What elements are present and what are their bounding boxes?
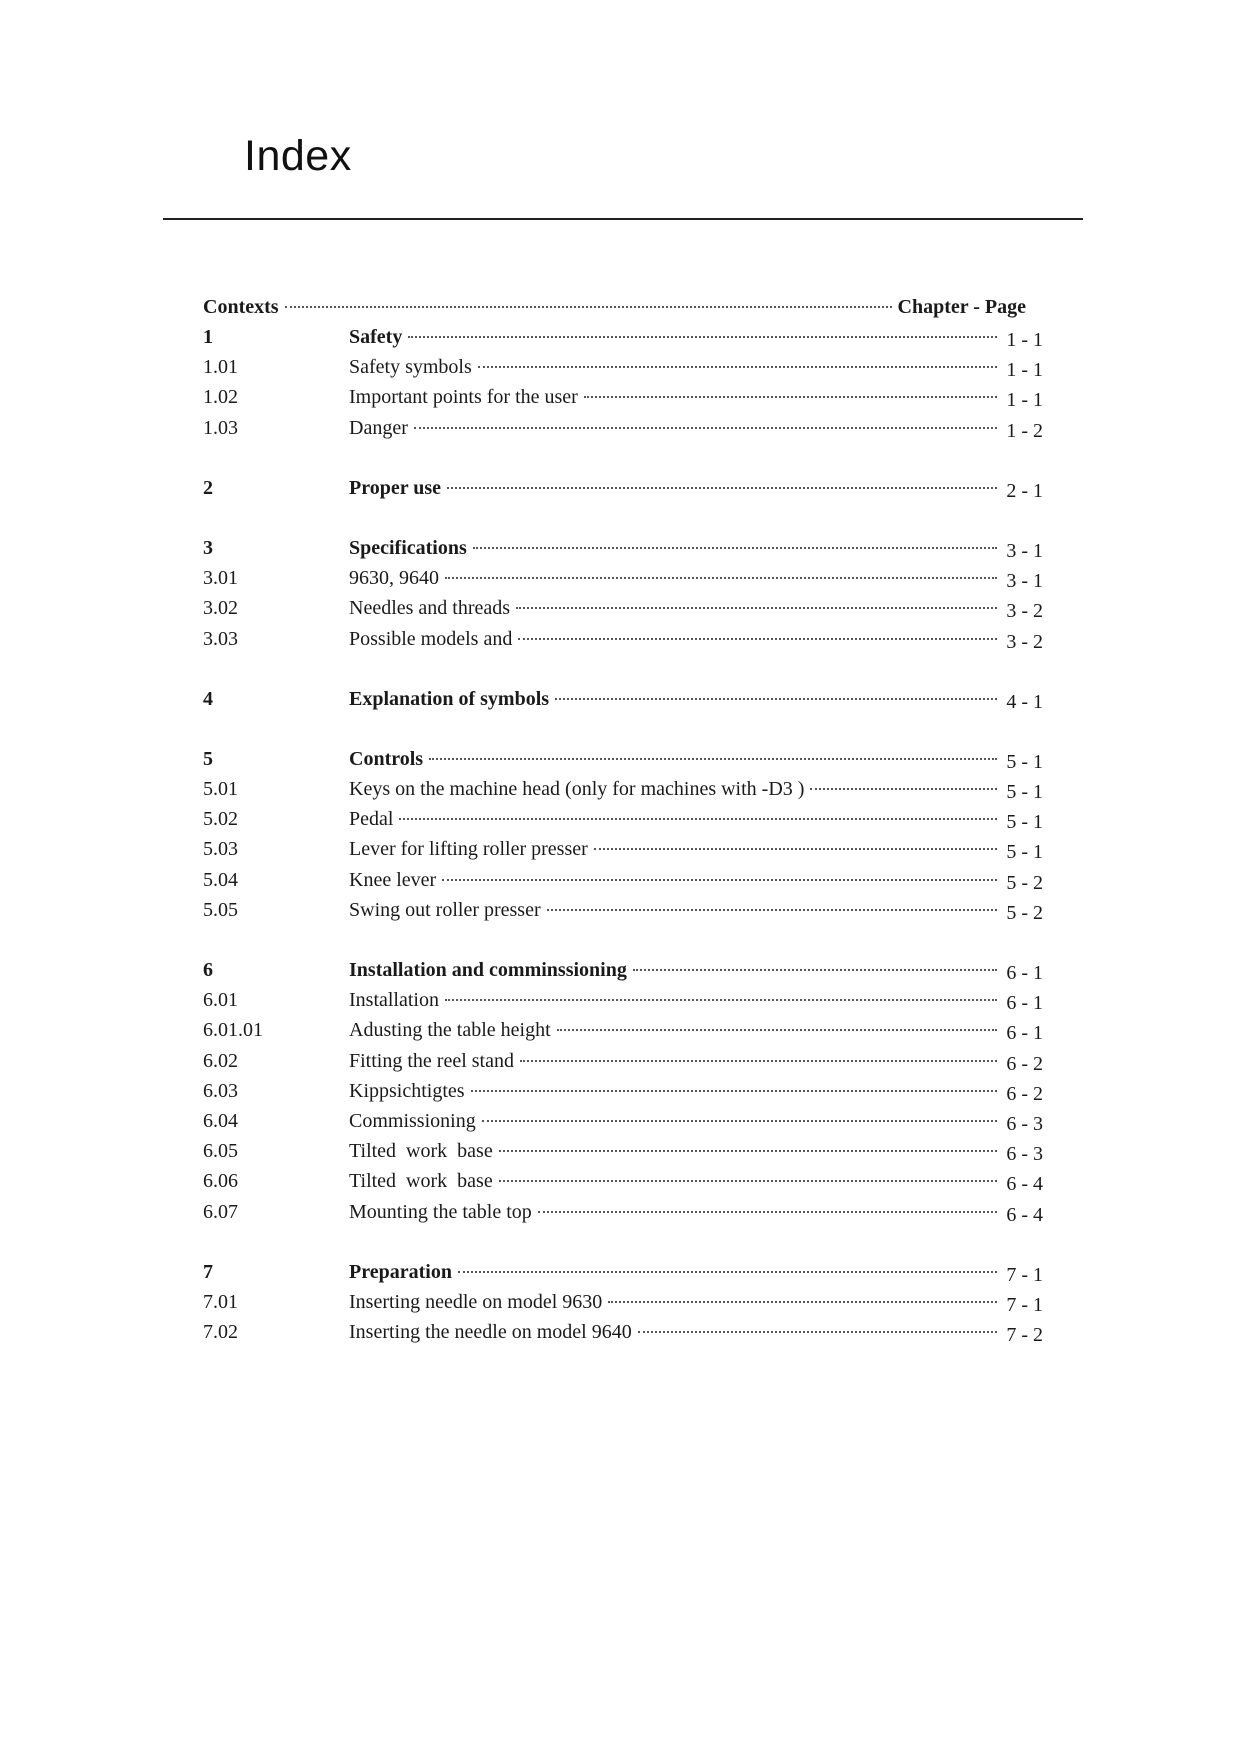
toc-entry-number: 1: [203, 326, 213, 348]
toc-entry-page: 1 - 1: [1006, 359, 1043, 382]
toc-entry-page: 7 - 1: [1006, 1263, 1043, 1286]
leader-dots: [445, 577, 997, 579]
leader-dots: [516, 607, 997, 609]
leader-dots: [638, 1331, 997, 1333]
toc-entry[interactable]: [203, 1201, 1043, 1231]
leader-dots: [445, 999, 997, 1001]
toc-entry[interactable]: [203, 1140, 1043, 1170]
toc-entry[interactable]: [203, 959, 1043, 989]
leader-dots: [594, 848, 997, 850]
leader-dots: [608, 1301, 997, 1303]
toc-entry-number: 5: [203, 747, 213, 770]
toc-entry[interactable]: [203, 567, 1043, 597]
toc-entry-number: 3.01: [203, 567, 238, 590]
toc-entry-number: 3: [203, 536, 213, 559]
leader-dots: [471, 1090, 997, 1092]
toc-entry-title: Kippsichtigtes: [349, 1079, 465, 1102]
toc-entry-number: 6.01.01: [203, 1019, 263, 1042]
toc-entry-page: 5 - 2: [1006, 901, 1043, 924]
toc-entry-title: Safety symbols: [349, 356, 472, 379]
toc-entry-title: Pedal: [349, 808, 394, 831]
toc-entry[interactable]: [203, 1170, 1043, 1200]
toc-entry-title: Mounting the table top: [349, 1200, 532, 1223]
leader-dots: [447, 487, 997, 489]
toc-entry-number: 1.02: [203, 386, 238, 409]
toc-entry-title: Swing out roller presser: [349, 898, 541, 921]
toc-entry-title: Possible models and: [349, 627, 513, 650]
toc-entry-page: 6 - 3: [1006, 1112, 1043, 1135]
toc-entry-number: 2: [203, 476, 213, 499]
toc-entry[interactable]: [203, 1080, 1043, 1110]
leader-dots: [557, 1029, 997, 1031]
toc-entry-page: 6 - 4: [1006, 1203, 1043, 1226]
toc-entry-number: 7.01: [203, 1290, 238, 1313]
toc-entry-title: Controls: [349, 747, 424, 770]
toc-entry[interactable]: [203, 1261, 1043, 1291]
toc-entry[interactable]: [203, 808, 1043, 838]
toc-entry[interactable]: [203, 597, 1043, 627]
leader-dots: [520, 1060, 997, 1062]
toc-entry-number: 6.06: [203, 1170, 238, 1193]
toc-entry-title: Fitting the reel stand: [349, 1049, 514, 1072]
toc-entry[interactable]: [203, 838, 1043, 868]
title-divider: [163, 218, 1083, 220]
toc-entry-number: 6: [203, 959, 213, 981]
leader-dots: [408, 336, 997, 338]
leader-dots: [633, 969, 997, 971]
toc-entry-title: Safety: [349, 326, 403, 348]
leader-dots: [473, 547, 997, 549]
toc-entries: [203, 326, 1043, 1351]
toc-entry[interactable]: [203, 1019, 1043, 1049]
toc-entry-page: 2 - 1: [1006, 479, 1043, 502]
toc-entry-title: Adusting the table height: [349, 1019, 551, 1042]
toc-entry-page: 7 - 1: [1006, 1293, 1043, 1316]
toc-entry-title: Tilted work base: [349, 1170, 493, 1193]
toc-entry[interactable]: [203, 869, 1043, 899]
toc-entry-number: 7: [203, 1260, 213, 1283]
leader-dots: [810, 788, 997, 790]
toc-entry-title: Important points for the user: [349, 386, 578, 409]
leader-dots: [399, 818, 997, 820]
toc-entry-title: Preparation: [349, 1260, 452, 1283]
toc-entry[interactable]: [203, 356, 1043, 386]
toc-entry[interactable]: [203, 537, 1043, 567]
toc-entry-page: 6 - 2: [1006, 1082, 1043, 1105]
toc-header-contexts: Contexts: [203, 296, 279, 318]
toc-entry-title: 9630, 9640: [349, 567, 439, 590]
toc-entry-number: 4: [203, 687, 213, 710]
toc-entry-page: 4 - 1: [1006, 690, 1043, 713]
toc-entry[interactable]: [203, 748, 1043, 778]
toc-entry-page: 5 - 1: [1006, 781, 1043, 804]
toc-entry-title: Specifications: [349, 536, 467, 559]
toc-entry-page: 3 - 2: [1006, 630, 1043, 653]
toc-entry-number: 5.02: [203, 808, 238, 831]
toc-entry-title: Installation and comminssioning: [349, 959, 627, 981]
toc-entry[interactable]: [203, 688, 1043, 718]
toc-entry-page: 1 - 2: [1006, 419, 1043, 442]
toc-entry-page: 5 - 1: [1006, 750, 1043, 773]
toc-entry-page: 5 - 1: [1006, 811, 1043, 834]
leader-dots: [458, 1271, 997, 1273]
toc-entry-page: 5 - 2: [1006, 871, 1043, 894]
toc-entry-page: 6 - 4: [1006, 1173, 1043, 1196]
toc-entry-page: 6 - 1: [1006, 962, 1043, 984]
toc-entry-number: 6.07: [203, 1200, 238, 1223]
toc-entry-number: 6.01: [203, 989, 238, 1012]
toc-entry-page: 7 - 2: [1006, 1324, 1043, 1347]
leader-dots: [547, 909, 997, 911]
leader-dots: [538, 1211, 997, 1213]
toc-entry[interactable]: [203, 1321, 1043, 1351]
toc-entry[interactable]: [203, 477, 1043, 507]
leader-dots: [478, 366, 997, 368]
toc-entry-number: 1.03: [203, 416, 238, 439]
toc-entry-title: Knee lever: [349, 868, 437, 891]
toc-header: [203, 296, 1043, 326]
toc-entry-number: 5.01: [203, 778, 238, 801]
toc-entry-title: Inserting needle on model 9630: [349, 1290, 603, 1313]
toc-entry-number: 3.03: [203, 627, 238, 650]
toc-entry[interactable]: [203, 326, 1043, 356]
toc-entry[interactable]: [203, 1291, 1043, 1321]
leader-dots: [285, 306, 892, 308]
toc-entry-page: 3 - 2: [1006, 600, 1043, 623]
toc-entry-page: 6 - 3: [1006, 1143, 1043, 1166]
leader-dots: [584, 396, 997, 398]
toc-entry[interactable]: [203, 1050, 1043, 1080]
toc-entry-page: 3 - 1: [1006, 570, 1043, 593]
table-of-contents: [203, 296, 1043, 1351]
toc-entry-number: 5.05: [203, 898, 238, 921]
leader-dots: [518, 638, 997, 640]
toc-entry-number: 6.04: [203, 1109, 238, 1132]
leader-dots: [555, 698, 997, 700]
toc-entry-number: 6.03: [203, 1079, 238, 1102]
page-title: Index: [244, 132, 352, 180]
leader-dots: [482, 1120, 997, 1122]
toc-entry-number: 7.02: [203, 1321, 238, 1344]
toc-entry-title: Inserting the needle on model 9640: [349, 1321, 632, 1344]
toc-entry[interactable]: [203, 989, 1043, 1019]
toc-entry-page: 1 - 1: [1006, 389, 1043, 412]
toc-entry-title: Tilted work base: [349, 1140, 493, 1163]
toc-entry-title: Lever for lifting roller presser: [349, 838, 588, 861]
toc-entry-number: 1.01: [203, 356, 238, 379]
toc-entry[interactable]: [203, 417, 1043, 447]
toc-entry-page: 6 - 2: [1006, 1052, 1043, 1075]
toc-entry-title: Proper use: [349, 476, 442, 499]
toc-entry-page: 1 - 1: [1006, 329, 1043, 351]
toc-entry[interactable]: [203, 628, 1043, 658]
toc-entry[interactable]: [203, 778, 1043, 808]
toc-entry-title: Installation: [349, 989, 439, 1012]
toc-entry-number: 6.05: [203, 1140, 238, 1163]
toc-entry-title: Explanation of symbols: [349, 687, 550, 710]
toc-entry-title: Keys on the machine head (only for machines with -D3 ): [349, 778, 805, 801]
toc-entry-page: 6 - 1: [1006, 1022, 1043, 1045]
leader-dots: [442, 879, 997, 881]
toc-header-chapter-page: Chapter - Page: [897, 296, 1026, 318]
toc-entry-title: Danger: [349, 416, 408, 439]
toc-entry-title: Commissioning: [349, 1109, 476, 1132]
toc-entry-number: 3.02: [203, 597, 238, 620]
toc-entry-page: 6 - 1: [1006, 992, 1043, 1015]
toc-entry-number: 5.03: [203, 838, 238, 861]
toc-entry-page: 3 - 1: [1006, 539, 1043, 562]
toc-entry[interactable]: [203, 1110, 1043, 1140]
toc-entry-number: 5.04: [203, 868, 238, 891]
leader-dots: [499, 1150, 997, 1152]
leader-dots: [414, 427, 997, 429]
leader-dots: [499, 1180, 997, 1182]
toc-entry[interactable]: [203, 386, 1043, 416]
leader-dots: [429, 758, 997, 760]
toc-entry-page: 5 - 1: [1006, 841, 1043, 864]
toc-entry-number: 6.02: [203, 1049, 238, 1072]
toc-entry[interactable]: [203, 899, 1043, 929]
toc-entry-title: Needles and threads: [349, 597, 511, 620]
